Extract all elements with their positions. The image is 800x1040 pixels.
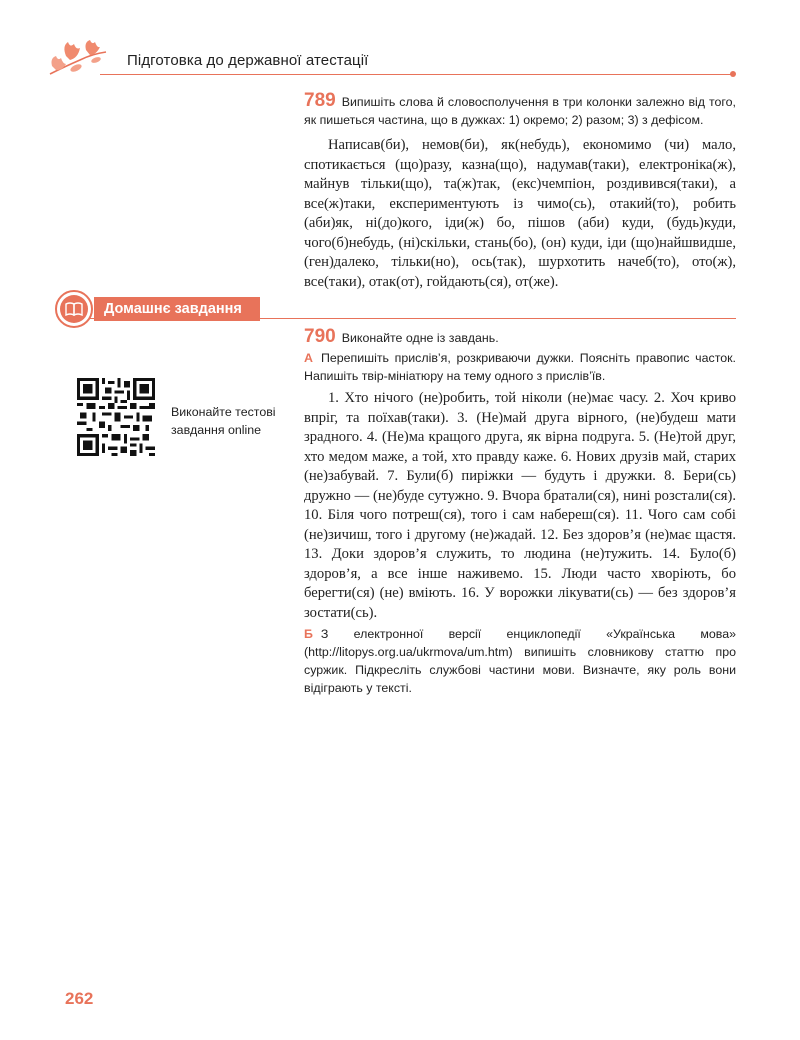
homework-banner: Домашнє завдання — [94, 297, 260, 321]
exercise-790-instruction — [304, 328, 736, 347]
exercise-789-instruction — [304, 92, 736, 129]
part-b-instruction-text: З електронної версії енциклопедії «Українська мова» (http://litopys.org.ua/ukrmova/um.htm) випишіть словникову статтю про суржик. Підкресліть службові частини мови. Визначте, яку роль вони відіграють у тексті. — [304, 627, 736, 695]
instruction-text: Виконайте одне із завдань. — [341, 331, 499, 345]
part-a-instruction-text: Перепишіть прислів’я, розкриваючи дужки. Поясніть правопис часток. Напишіть твір-мініатюру на тему одного з прислів’їв. — [304, 351, 736, 383]
part-b-instruction — [304, 625, 736, 697]
exercise-790 — [304, 328, 736, 697]
exercise-number: 789 — [304, 90, 336, 111]
book-icon — [65, 302, 83, 316]
header-divider — [100, 74, 732, 75]
header-divider-dot — [730, 71, 736, 77]
exercise-789-text: Написав(би), немов(би), як(небудь), економимо (чи) мало, спотикається (що)разу, казна(що), надумав(таки), електроніка(ж), майнув тільки(що), та(ж)так, (екс)чемпіон, роздивився(таки), а все(ж)таки, експериментують із чимо(сь), отакий(то), робить (аби)як, ні(до)кого, іди(ж) бо, пішов (аби) куди, (будь)куди, чого(б)небудь, (ні)скільки, стань(бо), (он) куди, іди (що)найшвидше, (ген)далеко, тільки(но), ось(так), шурхотить начеб(то), ото(ж), все(таки), отак(от), гойдають(ся), от(же). — [304, 137, 736, 290]
part-a-proverbs: 1. Хто нічого (не)робить, той ніколи (не)має часу. 2. Хоч криво впріг, та поїхав(таки). 3. (Не)май друга вірного, (не)будеш мати зрадного. 4. (Не)ма кращого друга, як вірна подруга. 5. (Не)той друг, хто медом маже, а той, хто правду каже. 6. Нових друзів май, старих (не)забувай. 7. Були(б) пиріжки — будуть і дружки. 8. Бери(сь) дружно — (не)буде сутужно. 9. Вчора братали(ся), нині розстали(ся). 10. Біля чого потреш(ся), того і сам набереш(ся). 11. Чого сам собі (не)зичиш, того і другому (не)жадай. 12. Без здоров’я (не)має щастя. 13. Доки здоров’я служить, то людина (не)тужить. 14. Було(б) здоров’я, а все інше наживемо. 15. Люди часто хворіють, бо берегти(ся) (не) вміють. 16. У ворожки лікувати(сь) — без здоров’я зостати(сь). — [304, 390, 736, 621]
header-title: Підготовка до державної атестації — [127, 52, 369, 69]
page-number: 262 — [65, 989, 94, 1008]
exercise-789 — [304, 92, 736, 292]
part-a-letter: А — [304, 351, 313, 365]
exercise-number: 790 — [304, 326, 336, 347]
flowers-decoration-icon — [46, 36, 110, 84]
part-b-letter: Б — [304, 627, 313, 641]
part-a-instruction — [304, 349, 736, 385]
qr-code[interactable] — [77, 378, 155, 456]
qr-caption: Виконайте тестові завдання online — [171, 405, 276, 437]
page-header — [0, 0, 800, 90]
instruction-text: Випишіть слова й словосполучення в три колонки залежно від того, як пишеться частина, що в дужках: 1) окремо; 2) разом; 3) з дефісом. — [304, 95, 736, 127]
homework-badge — [55, 290, 93, 328]
